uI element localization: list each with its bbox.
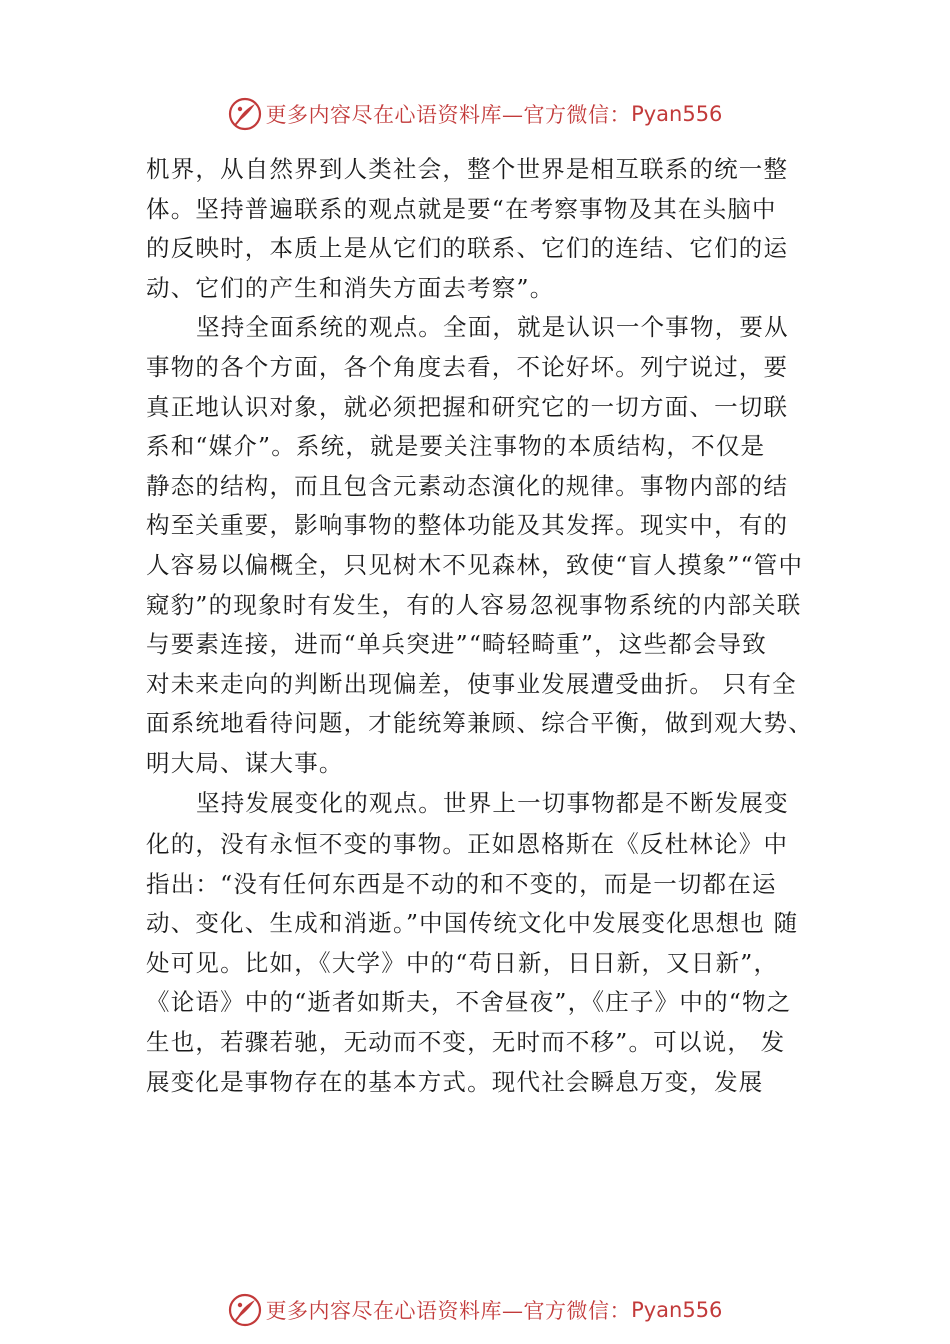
header-banner-wechat-id: Pyan556 [631, 102, 723, 126]
header-banner [0, 92, 950, 136]
text-line: 《论语》中的“逝者如斯夫，不舍昼夜”，《庄子》中的“物之 [146, 988, 792, 1017]
text-line: 生也，若骤若驰，无动而不变，无时而不移”。可以说， 发 [146, 1028, 786, 1057]
quill-pen-seal-icon [228, 97, 262, 131]
footer-banner-text: 更多内容尽在心语资料库—官方微信： [265, 1299, 632, 1323]
text-line: 系和“媒介”。系统，就是要关注事物的本质结构，不仅是 [146, 432, 766, 461]
text-line: 人容易以偏概全，只见树木不见森林，致使“盲人摸象”“管中 [146, 550, 804, 579]
footer-banner [0, 1288, 950, 1332]
text-line: 的反映时，本质上是从它们的联系、它们的连结、它们的运 [146, 234, 789, 263]
text-line: 展变化是事物存在的基本方式。现代社会瞬息万变，发展 [146, 1067, 764, 1096]
text-line: 事物的各个方面，各个角度去看，不论好坏。列宁说过，要 [146, 352, 789, 381]
header-banner-text: 更多内容尽在心语资料库—官方微信： [265, 103, 632, 127]
text-line: 动、变化、生成和消逝。”中国传统文化中发展变化思想也 随 [146, 909, 799, 938]
footer-banner-wechat-id: Pyan556 [631, 1298, 723, 1322]
quill-pen-seal-icon [228, 1293, 262, 1327]
text-line: 与要素连接，进而“单兵突进”“畸轻畸重”，这些都会导致 [146, 630, 767, 659]
text-line: 静态的结构，而且包含元素动态演化的规律。事物内部的结 [146, 471, 789, 500]
text-line: 指出：“没有任何东西是不动的和不变的，而是一切都在运 [146, 869, 777, 898]
text-line: 机界，从自然界到人类社会，整个世界是相互联系的统一整 [146, 155, 789, 183]
document-body [146, 150, 818, 1102]
text-line: 动、它们的产生和消失方面去考察”。 [146, 273, 555, 302]
text-line: 对未来走向的判断出现偏差，使事业发展遭受曲折。 只有全 [146, 669, 797, 698]
text-line: 体。坚持普遍联系的观点就是要“在考察事物及其在头脑中 [146, 194, 777, 223]
text-line: 构至关重要，影响事物的整体功能及其发挥。现实中，有的 [146, 511, 789, 540]
text-line: 化的，没有永恒不变的事物。正如恩格斯在《反杜林论》中 [146, 830, 789, 859]
text-line: 处可见。比如，《大学》中的“苟日新，日日新，又日新”， [146, 948, 779, 977]
paragraph-start-line: 坚持全面系统的观点。全面，就是认识一个事物，要从 [196, 313, 789, 342]
paragraph-start-line: 坚持发展变化的观点。世界上一切事物都是不断发展变 [196, 788, 789, 817]
text-line: 面系统地看待问题，才能统筹兼顾、综合平衡，做到观大势、 [146, 709, 813, 738]
text-line: 明大局、谋大事。 [146, 748, 344, 777]
text-line: 窥豹”的现象时有发生，有的人容易忽视事物系统的内部关联 [146, 590, 802, 619]
text-line: 真正地认识对象，就必须把握和研究它的一切方面、一切联 [146, 392, 789, 421]
